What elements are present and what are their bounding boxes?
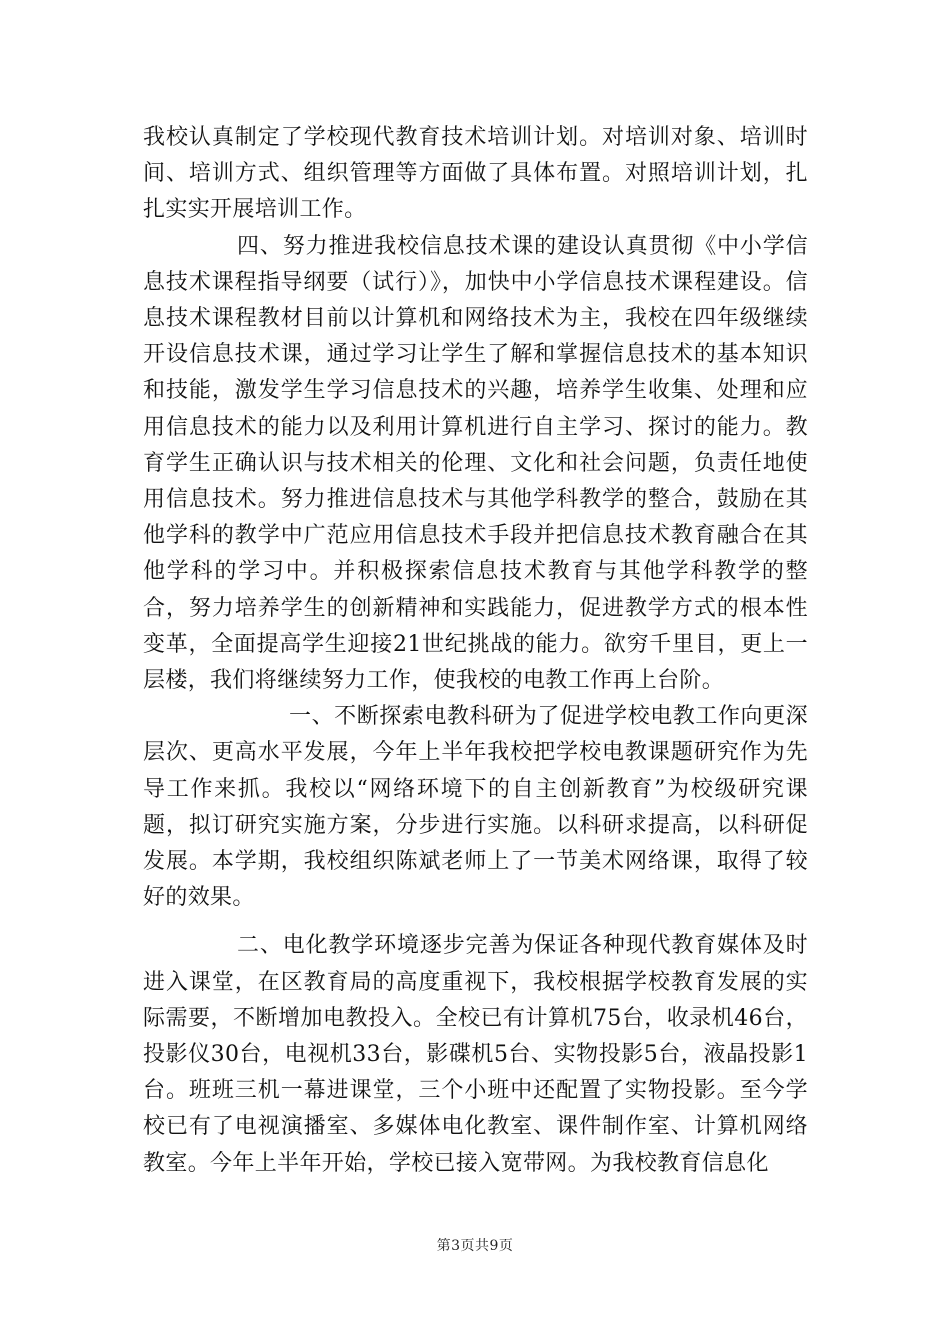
paragraph-training-plan: 我校认真制定了学校现代教育技术培训计划。对培训对象、培训时间、培训方式、组织管理等方面做了具体布置。对照培训计划，扎扎实实开展培训工作。	[143, 125, 808, 223]
page-number-footer: 第3页共9页	[436, 1238, 514, 1254]
document-body	[143, 120, 808, 1182]
paragraph-section-one: 一、不断探索电教科研为了促进学校电教工作向更深层次、更高水平发展，今年上半年我校把学校电教课题研究作为先导工作来抓。我校以“网络环境下的自主创新教育”为校级研究课题，拟订研究实施方案，分步进行实施。以科研求提高，以科研促发展。本学期，我校组织陈斌老师上了一节美术网络课，取得了较好的效果。	[143, 704, 808, 911]
paragraph-section-four: 四、努力推进我校信息技术课的建设认真贯彻《中小学信息技术课程指导纲要（试行）》，加快中小学信息技术课程建设。信息技术课程教材目前以计算机和网络技术为主，我校在四年级继续开设信息技术课，通过学习让学生了解和掌握信息技术的基本知识和技能，激发学生学习信息技术的兴趣，培养学生收集、处理和应用信息技术的能力以及利用计算机进行自主学习、探讨的能力。教育学生正确认识与技术相关的伦理、文化和社会问题，负责任地使用信息技术。努力推进信息技术与其他学科教学的整合，鼓励在其他学科的教学中广范应用信息技术手段并把信息技术教育融合在其他学科的学习中。并积极探索信息技术教育与其他学科教学的整合，努力培养学生的创新精神和实践能力，促进教学方式的根本性变革，全面提高学生迎接21世纪挑战的能力。欲穷千里目，更上一层楼，我们将继续努力工作，使我校的电教工作再上台阶。	[143, 233, 808, 694]
paragraph-section-two: 二、电化教学环境逐步完善为保证各种现代教育媒体及时进入课堂，在区教育局的高度重视下，我校根据学校教育发展的实际需要，不断增加电教投入。全校已有计算机75台，收录机46台，投影仪30台，电视机33台，影碟机5台、实物投影5台，液晶投影1台。班班三机一幕进课堂，三个小班中还配置了实物投影。至今学校已有了电视演播室、多媒体电化教室、课件制作室、计算机网络教室。今年上半年开始，学校已接入宽带网。为我校教育信息化	[143, 933, 808, 1176]
